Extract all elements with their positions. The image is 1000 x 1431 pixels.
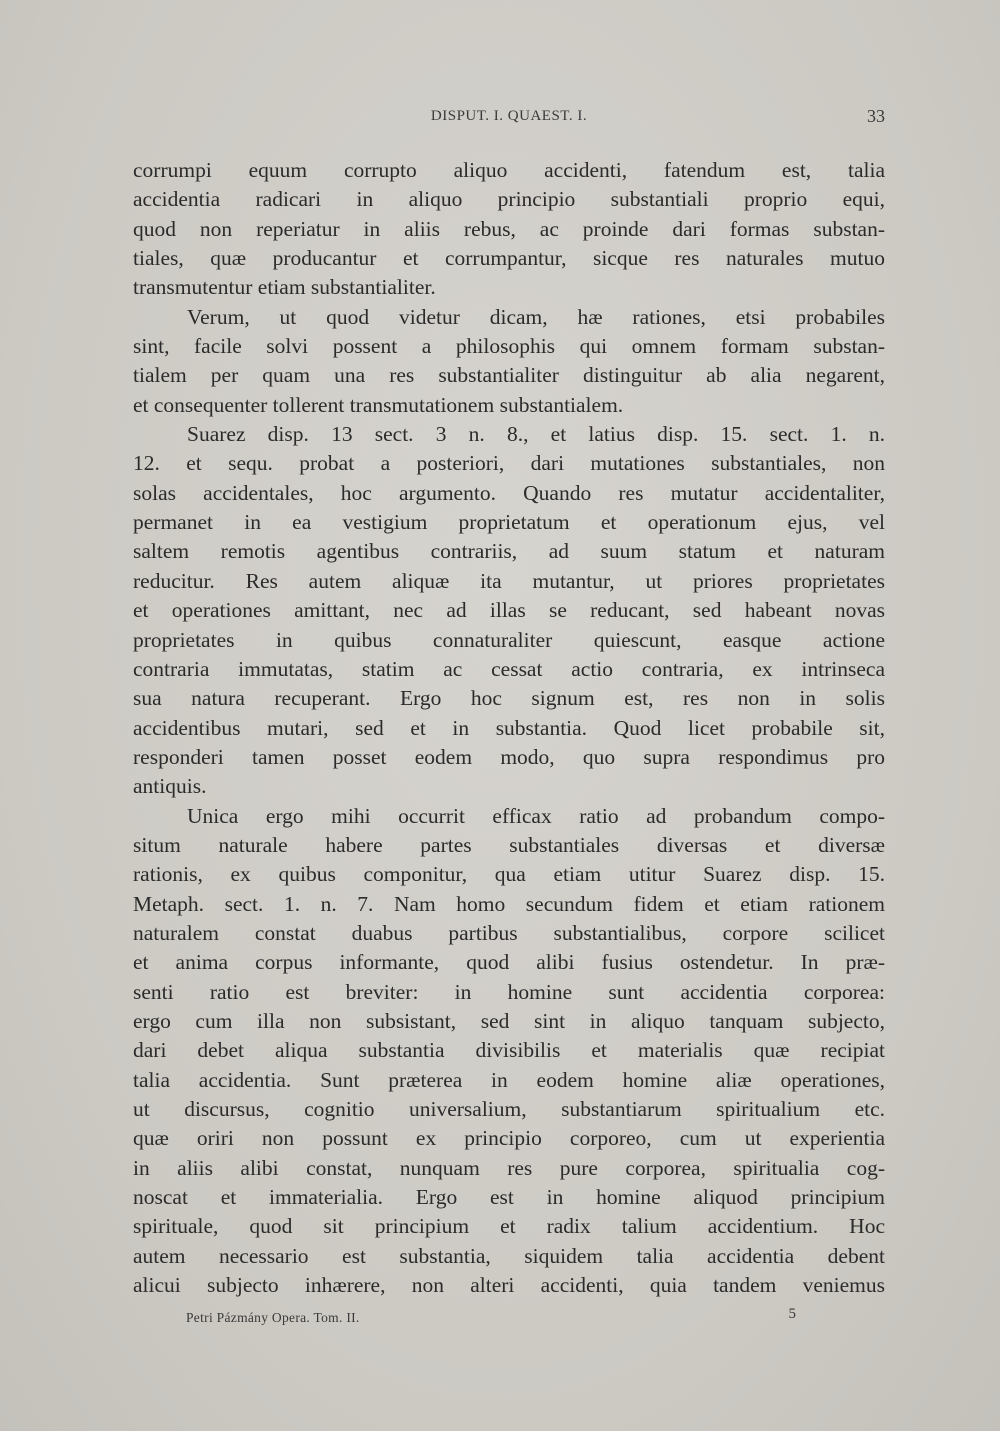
text-line: antiquis. bbox=[133, 774, 207, 799]
text-line: solas accidentales, hoc argumento. Quando res mutatur accidentaliter, bbox=[133, 480, 885, 505]
page-number: 33 bbox=[867, 106, 885, 126]
text-line: corrumpi equum corrupto aliquo accidenti, fatendum est, talia bbox=[133, 158, 885, 182]
text-line: spirituale, quod sit principium et radix talium accidentium. Hoc bbox=[133, 1214, 885, 1239]
text-line: accidentia radicari in aliquo principio substantiali proprio equi, bbox=[133, 187, 885, 212]
text-line: situm naturale habere partes substantiales diversas et diversæ bbox=[133, 832, 885, 857]
text-line: quod non reperiatur in aliis rebus, ac proinde dari formas substan- bbox=[133, 216, 885, 241]
text-line: talia accidentia. Sunt præterea in eodem homine aliæ operationes, bbox=[133, 1067, 885, 1092]
text-line: in aliis alibi constat, nunquam res pure corporea, spiritualia cog- bbox=[133, 1155, 885, 1180]
text-line: naturalem constat duabus partibus substantialibus, corpore scilicet bbox=[133, 920, 885, 945]
text-line: quæ oriri non possunt ex principio corporeo, cum ut experientia bbox=[133, 1126, 885, 1151]
body-text bbox=[133, 156, 885, 1300]
page-footer bbox=[186, 1306, 796, 1330]
text-line: responderi tamen posset eodem modo, quo supra respondimus pro bbox=[133, 744, 885, 769]
text-line: transmutentur etiam substantialiter. bbox=[133, 275, 436, 300]
text-line: et anima corpus informante, quod alibi fusius ostendetur. In præ- bbox=[133, 950, 885, 975]
text-line: ergo cum illa non subsistant, sed sint in aliquo tanquam subjecto, bbox=[133, 1008, 885, 1033]
text-line: alicui subjecto inhærere, non alteri accidenti, quia tandem veniemus bbox=[133, 1273, 885, 1298]
text-line: et consequenter tollerent transmutationem substantialem. bbox=[133, 392, 624, 417]
running-head: DISPUT. I. QUAEST. I. bbox=[430, 108, 588, 124]
text-line: autem necessario est substantia, siquidem talia accidentia debent bbox=[133, 1243, 885, 1268]
signature-line: Petri Pázmány Opera. Tom. II. bbox=[186, 1310, 360, 1325]
text-line: 12. et sequ. probat a posteriori, dari mutationes substantiales, non bbox=[133, 451, 885, 476]
text-line: tialem per quam una res substantialiter distinguitur ab alia negarent, bbox=[133, 363, 885, 388]
text-line: ut discursus, cognitio universalium, substantiarum spiritualium etc. bbox=[133, 1097, 885, 1121]
text-line: Unica ergo mihi occurrit efficax ratio ad probandum compo- bbox=[187, 803, 885, 828]
text-line: permanet in ea vestigium proprietatum et operationum ejus, vel bbox=[133, 510, 885, 535]
text-line: Suarez disp. 13 sect. 3 n. 8., et latius disp. 15. sect. 1. n. bbox=[187, 422, 885, 447]
text-line: sua natura recuperant. Ergo hoc signum est, res non in solis bbox=[133, 686, 885, 711]
text-line: et operationes amittant, nec ad illas se reducant, sed habeant novas bbox=[133, 598, 885, 623]
sheet-number: 5 bbox=[788, 1306, 796, 1322]
text-line: contraria immutatas, statim ac cessat actio contraria, ex intrinseca bbox=[133, 656, 885, 681]
text-line: Metaph. sect. 1. n. 7. Nam homo secundum fidem et etiam rationem bbox=[133, 891, 885, 916]
text-line: accidentibus mutari, sed et in substantia. Quod licet probabile sit, bbox=[133, 715, 885, 740]
text-line: proprietates in quibus connaturaliter quiescunt, easque actione bbox=[133, 627, 885, 652]
text-line: rationis, ex quibus componitur, qua etiam utitur Suarez disp. 15. bbox=[133, 862, 885, 887]
text-line: sint, facile solvi possent a philosophis qui omnem formam substan- bbox=[133, 334, 885, 359]
text-line: Verum, ut quod videtur dicam, hæ rationes, etsi probabiles bbox=[187, 304, 885, 329]
text-line: tiales, quæ producantur et corrumpantur, sicque res naturales mutuo bbox=[133, 246, 885, 271]
text-line: noscat et immaterialia. Ergo est in homine aliquod principium bbox=[133, 1185, 885, 1210]
text-line: saltem remotis agentibus contrariis, ad suum statum et naturam bbox=[133, 539, 885, 564]
text-line: reducitur. Res autem aliquæ ita mutantur, ut priores proprietates bbox=[133, 568, 885, 593]
text-line: senti ratio est breviter: in homine sunt accidentia corporea: bbox=[133, 979, 885, 1004]
text-line: dari debet aliqua substantia divisibilis et materialis quæ recipiat bbox=[133, 1038, 885, 1063]
page-header bbox=[133, 108, 885, 132]
